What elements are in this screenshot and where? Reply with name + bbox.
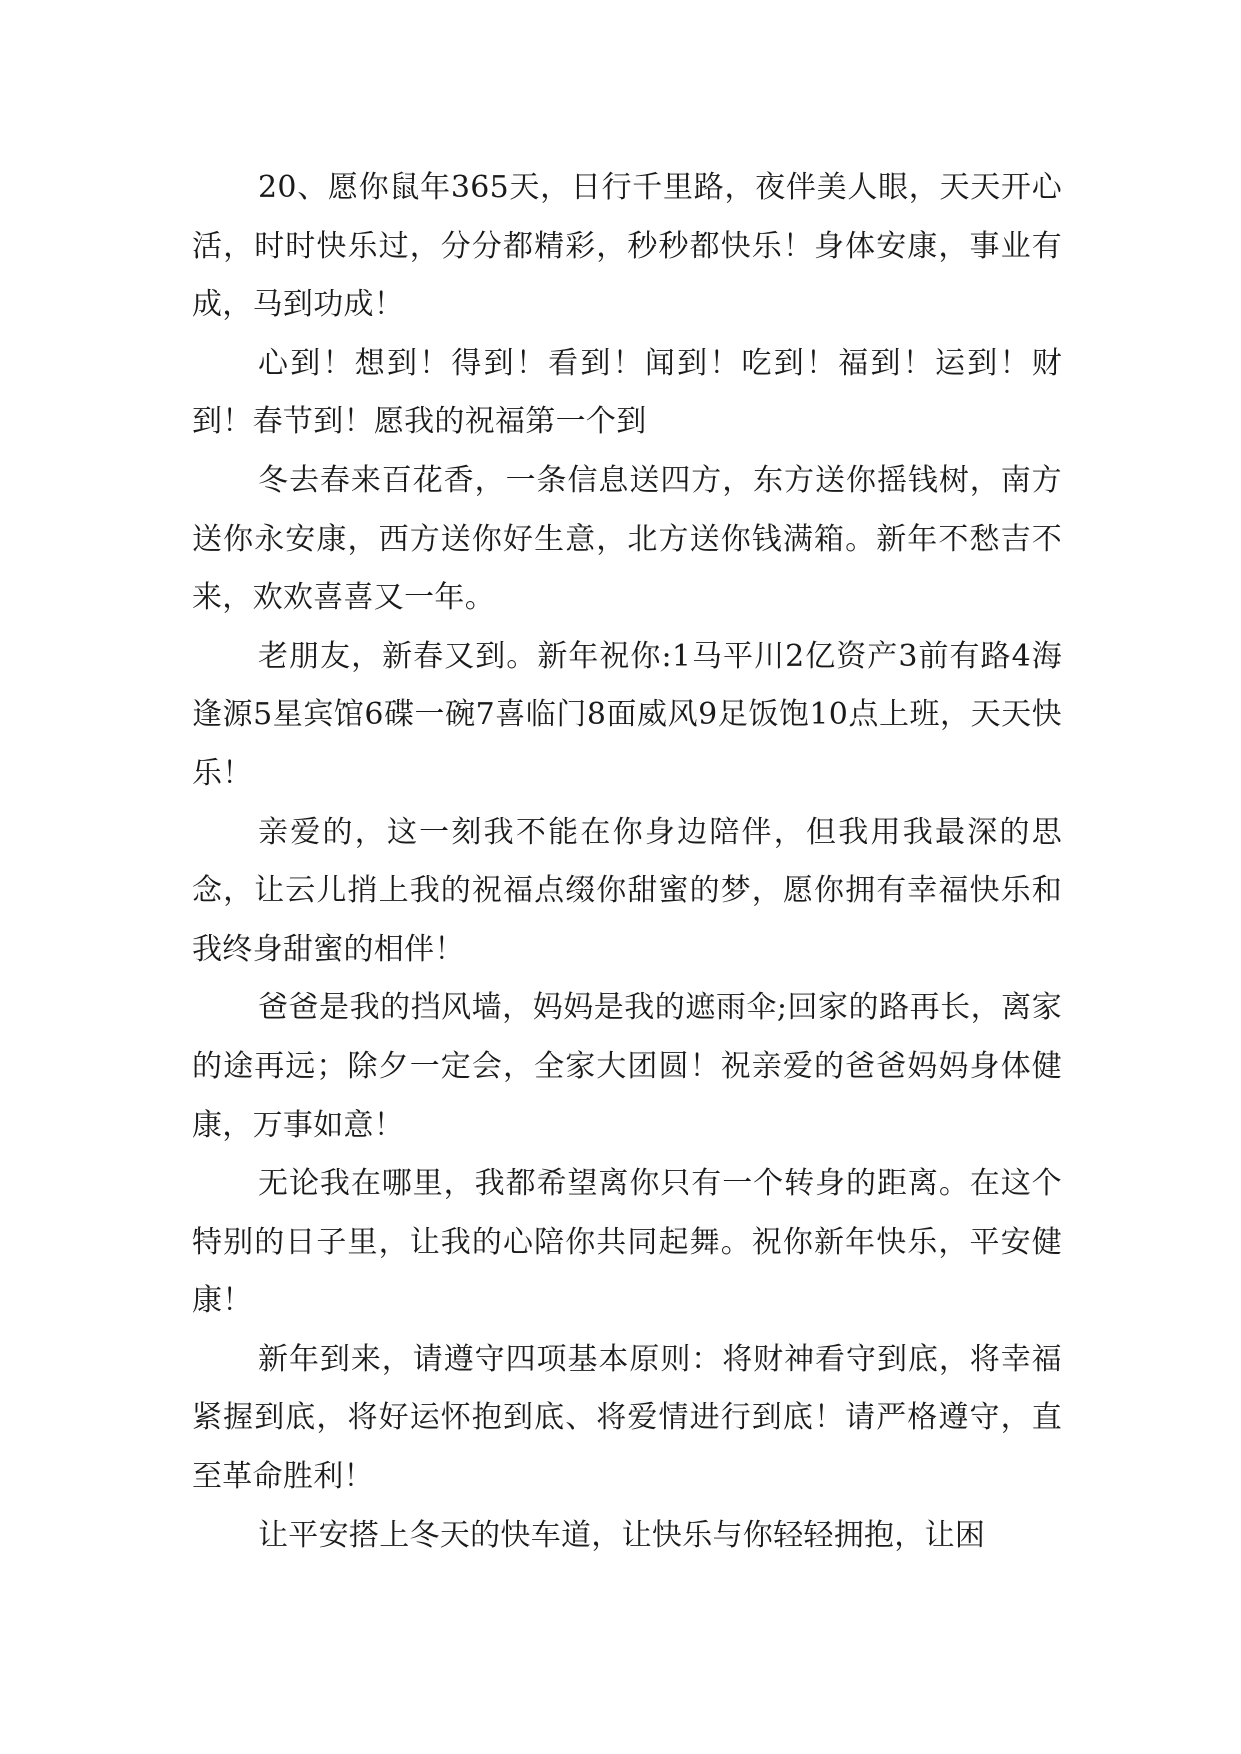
paragraph-9: 让平安搭上冬天的快车道，让快乐与你轻轻拥抱，让困 bbox=[258, 1517, 986, 1553]
paragraph-4: 老朋友，新春又到。新年祝你:1马平川2亿资产3前有路4海逢源5星宾馆6碟一碗7喜临门8面威风9足饭饱10点上班，天天快乐！ bbox=[192, 638, 1062, 791]
paragraph-3: 冬去春来百花香，一条信息送四方，东方送你摇钱树，南方送你永安康，西方送你好生意，北方送你钱满箱。新年不愁吉不来，欢欢喜喜又一年。 bbox=[192, 462, 1062, 616]
paragraph-1: 20、愿你鼠年365天，日行千里路，夜伴美人眼，天天开心活，时时快乐过，分分都精彩，秒秒都快乐！身体安康，事业有成，马到功成！ bbox=[192, 170, 1062, 323]
document-body bbox=[192, 159, 1062, 1565]
paragraph-7: 无论我在哪里，我都希望离你只有一个转身的距离。在这个特别的日子里，让我的心陪你共同起舞。祝你新年快乐，平安健康！ bbox=[192, 1166, 1062, 1319]
paragraph-6: 爸爸是我的挡风墙，妈妈是我的遮雨伞;回家的路再长，离家的途再远；除夕一定会，全家大团圆！祝亲爱的爸爸妈妈身体健康，万事如意！ bbox=[192, 990, 1062, 1143]
paragraph-2: 心到！想到！得到！看到！闻到！吃到！福到！运到！财到！春节到！愿我的祝福第一个到 bbox=[192, 345, 1062, 440]
paragraph-8: 新年到来，请遵守四项基本原则：将财神看守到底，将幸福紧握到底，将好运怀抱到底、将爱情进行到底！请严格遵守，直至革命胜利！ bbox=[192, 1341, 1062, 1495]
paragraph-5: 亲爱的，这一刻我不能在你身边陪伴，但我用我最深的思念，让云儿捎上我的祝福点缀你甜蜜的梦，愿你拥有幸福快乐和我终身甜蜜的相伴！ bbox=[192, 814, 1062, 967]
